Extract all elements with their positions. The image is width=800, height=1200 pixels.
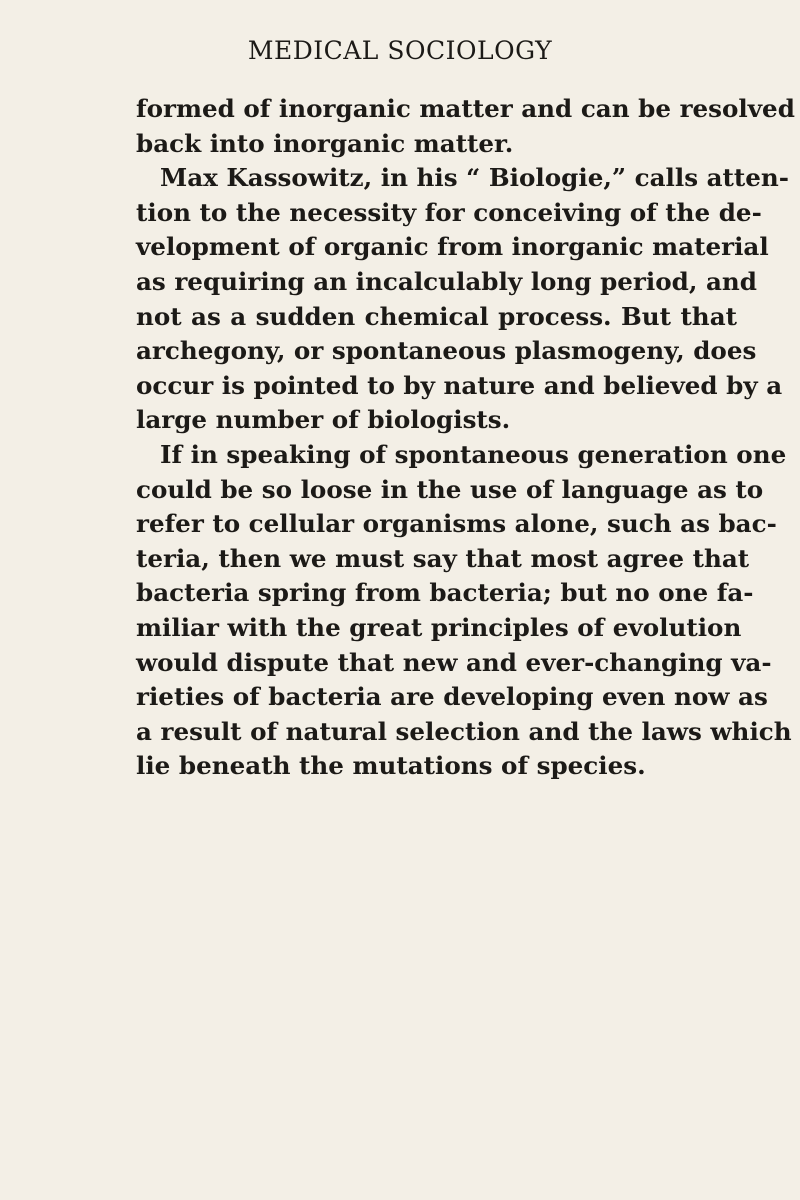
text-line: teria, then we must say that most agree that [136, 543, 750, 573]
text-line: could be so loose in the use of language as to [136, 474, 764, 504]
text-line: lie beneath the mutations of species. [136, 751, 646, 781]
text-line: formed of inorganic matter and can be resolved [136, 94, 795, 123]
text-line: If in speaking of spontaneous generation one [160, 439, 787, 469]
text-line: not as a sudden chemical process. But that [136, 301, 737, 331]
text-line: velopment of organic from inorganic material [136, 232, 769, 262]
text-line: a result of natural selection and the laws which [136, 716, 792, 746]
text-line: as requiring an incalculably long period, and [136, 266, 757, 296]
text-line: back into inorganic matter. [136, 128, 514, 158]
text-line: miliar with the great principles of evolution [136, 612, 742, 642]
text-line: Max Kassowitz, in his “ Biologie,” calls atten- [160, 163, 790, 193]
text-line: occur is pointed to by nature and believed by a [136, 370, 783, 400]
text-line: large number of biologists. [136, 405, 511, 435]
body-text [136, 92, 795, 784]
text-line: tion to the necessity for conceiving of the de- [136, 197, 762, 227]
text-line: refer to cellular organisms alone, such as bac- [136, 509, 777, 539]
text-line: rieties of bacteria are developing even now as [136, 682, 768, 712]
text-line: archegony, or spontaneous plasmogeny, does [136, 336, 757, 366]
text-line: would dispute that new and ever-changing va- [136, 647, 772, 677]
text-line: bacteria spring from bacteria; but no one fa- [136, 578, 754, 608]
running-head: MEDICAL SOCIOLOGY [247, 36, 553, 65]
